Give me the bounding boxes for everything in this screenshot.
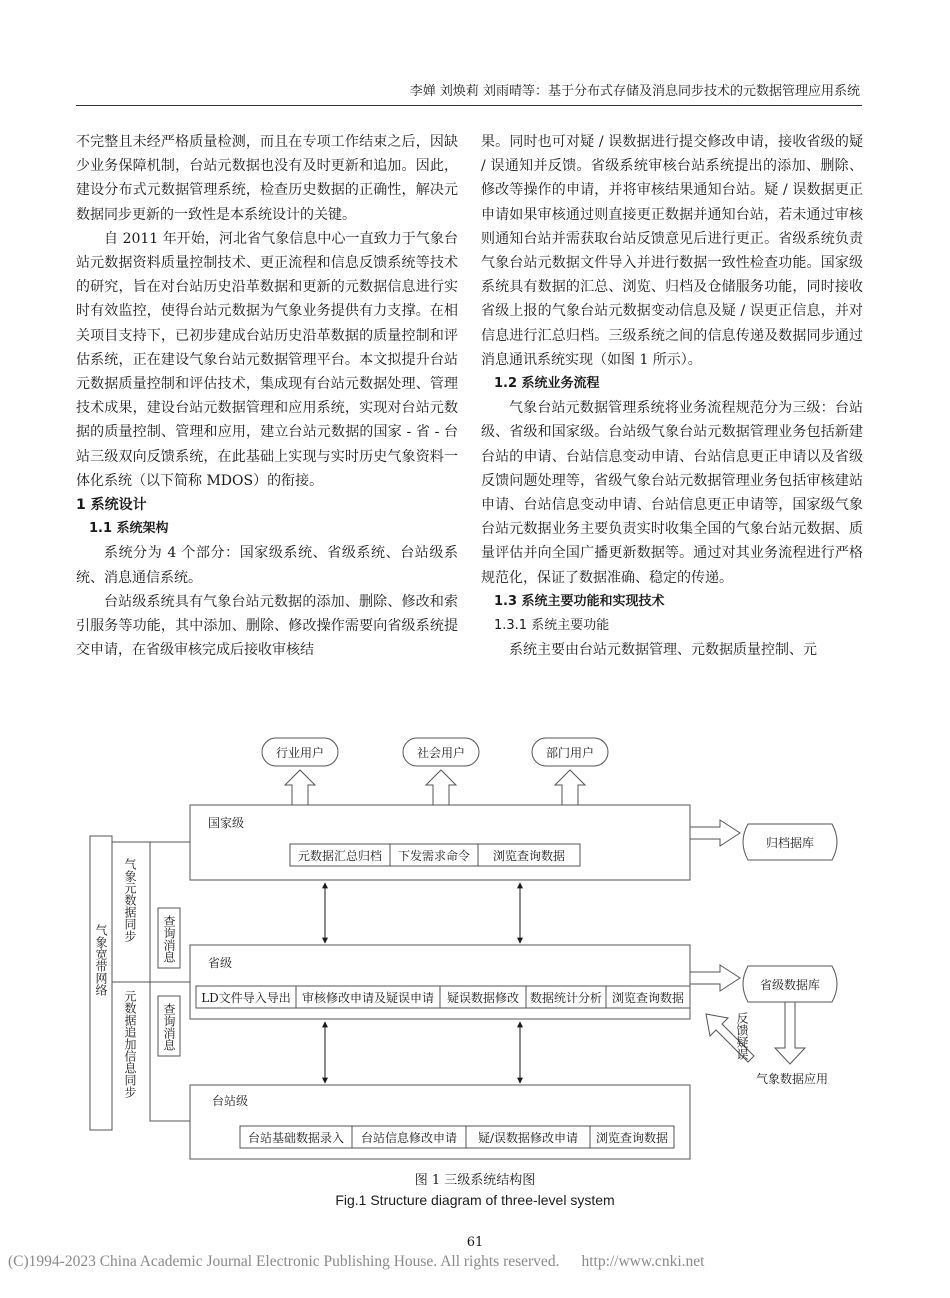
provincial-level-box xyxy=(190,945,690,1019)
provincial-func: 数据统计分析 xyxy=(529,991,603,1005)
query-msg-box xyxy=(158,908,180,968)
provincial-db-label: 省级数据库 xyxy=(759,978,821,992)
subsection-heading: 1.2 系统业务流程 xyxy=(494,376,600,392)
national-title: 国家级 xyxy=(208,816,245,830)
user-society-label: 社会用户 xyxy=(416,746,466,760)
query-msg-box xyxy=(158,996,180,1056)
national-func: 浏览查询数据 xyxy=(492,849,566,863)
network-box xyxy=(90,836,112,1130)
right-arrow xyxy=(690,965,740,991)
archive-db-label: 归档据库 xyxy=(765,836,815,850)
national-func: 元数据汇总归档 xyxy=(297,849,383,863)
copyright-url[interactable]: http://www.cnki.net xyxy=(581,1253,705,1270)
right-column xyxy=(481,130,863,662)
user-department xyxy=(532,738,608,766)
up-arrow xyxy=(426,770,456,805)
provincial-func: 疑误数据修改 xyxy=(446,991,520,1005)
user-society xyxy=(403,738,479,766)
copyright-footer xyxy=(8,1253,948,1271)
down-arrow xyxy=(775,1002,805,1064)
provincial-func: 审核修改申请及疑误申请 xyxy=(301,991,435,1005)
feedback-label: 反馈疑误 xyxy=(735,1012,749,1060)
sync-label-2: 元数据追加信息同步 xyxy=(123,990,137,1098)
paragraph: 台站级系统具有气象台站元数据的添加、删除、修改和索引服务等功能，其中添加、删除、修改操作需要向省级系统提交申请，在省级审核完成后接收审核结 xyxy=(76,593,458,659)
user-department-label: 部门用户 xyxy=(545,746,595,760)
national-func: 下发需求命令 xyxy=(397,849,471,863)
up-arrow xyxy=(285,770,315,805)
station-func: 浏览查询数据 xyxy=(595,1131,669,1145)
page-number: 61 xyxy=(466,1235,484,1250)
copyright-text: (C)1994-2023 China Academic Journal Electronic Publishing House. All rights reserved. xyxy=(8,1253,560,1270)
station-func: 台站信息修改申请 xyxy=(360,1131,458,1145)
query-msg-label: 查询消息 xyxy=(162,1003,176,1051)
provincial-func: 浏览查询数据 xyxy=(611,991,685,1005)
weather-app-label: 气象数据应用 xyxy=(755,1072,829,1086)
query-msg-label: 查询消息 xyxy=(162,915,176,963)
provincial-db xyxy=(743,966,837,1002)
station-level-box xyxy=(190,1085,690,1159)
paragraph: 果。同时也可对疑 / 误数据进行提交修改申请，接收省级的疑 / 误通知并反馈。省级系统审核台站系统提出的添加、删除、修改等操作的申请，并将审核结果通知台站。疑 / 误数据更正申请如果审核通过则直接更正数据并通知台站，若未通过审核则通知台站并需获取台站反馈意见后进行更正。省级系统负责气象台站元数据文件导入并进行数据一致性检查功能。国家级系统具有数据的汇总、浏览、归档及仓储服务功能，同时接收省级上报的气象台站元数据变动信息及疑 / 误更正信息，并对信息进行汇总归档。三级系统之间的信息传递及数据同步通过消息通讯系统实现（如图 1 所示）。 xyxy=(481,134,863,368)
user-industry xyxy=(262,738,338,766)
user-arrows xyxy=(285,770,585,805)
subsection-heading: 1.1 系统架构 xyxy=(89,521,169,537)
left-column xyxy=(76,130,458,662)
sync-label-1: 气象元数据同步 xyxy=(123,858,137,942)
provincial-func: LD文件导入导出 xyxy=(201,991,291,1005)
paragraph: 不完整且未经严格质量检测，而且在专项工作结束之后，因缺少业务保障机制，台站元数据也没有及时更新和追加。因此，建设分布式元数据管理系统，检查历史数据的正确性，解决元数据同步更新的一致性是本系统设计的关键。 xyxy=(76,134,458,223)
provincial-title: 省级 xyxy=(208,956,233,970)
figure-caption-cn: 图 1 三级系统结构图 xyxy=(414,1173,536,1188)
paragraph: 系统主要由台站元数据管理、元数据质量控制、元 xyxy=(509,642,817,659)
header-divider xyxy=(76,105,862,106)
paragraph: 系统分为 4 个部分：国家级系统、省级系统、台站级系统、消息通信系统。 xyxy=(76,545,458,586)
subsubsection-heading: 1.3.1 系统主要功能 xyxy=(494,618,610,634)
station-func: 台站基础数据录入 xyxy=(247,1131,345,1145)
paragraph: 自 2011 年开始，河北省气象信息中心一直致力于气象台站元数据资料质量控制技术、更正流程和信息反馈系统等技术的研究，旨在对台站历史沿革数据和更新的元数据信息进行实时有效监控，使得台站元数据为气象业务提供有力支撑。在相关项目支持下，已初步建成台站历史沿革数据的质量控制和评估系统，正在建设气象台站元数据管理平台。本文拟提升台站元数据质量控制和评估技术，集成现有台站元数据处理、管理技术成果，建设台站元数据管理和应用系统，实现对台站元数据的质量控制、管理和应用，建立台站元数据的国家 - 省 - 台站三级双向反馈系统，在此基础上实现与实时历史气象资料一体化系统（以下简称 MDOS）的衔接。 xyxy=(76,230,458,489)
national-level-box xyxy=(190,805,690,880)
station-title: 台站级 xyxy=(212,1094,249,1108)
right-arrow xyxy=(690,820,740,846)
subsection-heading: 1.3 系统主要功能和实现技术 xyxy=(494,593,665,609)
archive-db xyxy=(743,824,837,860)
network-label: 气象宽带网络 xyxy=(94,924,108,996)
user-industry-label: 行业用户 xyxy=(275,746,325,760)
figure-caption-en: Fig.1 Structure diagram of three-level system xyxy=(335,1192,615,1208)
station-func: 疑/误数据修改申请 xyxy=(477,1131,579,1145)
up-arrow xyxy=(555,770,585,805)
running-header: 李婵 刘焕莉 刘雨晴等：基于分布式存储及消息同步技术的元数据管理应用系统 xyxy=(409,84,860,99)
paragraph: 气象台站元数据管理系统将业务流程规范分为三级：台站级、省级和国家级。台站级气象台站元数据管理业务包括新建台站的申请、台站信息变动申请、台站信息更正申请以及省级反馈问题处理等，省级气象台站元数据管理业务包括审核建站申请、台站信息变动申请、台站信息更正申请等，国家级气象台站元数据业务主要负责实时收集全国的气象台站元数据、质量评估并向全国广播更新数据等。通过对其业务流程进行严格规范化，保证了数据准确、稳定的传递。 xyxy=(481,400,863,586)
section-heading: 1 系统设计 xyxy=(76,497,147,514)
